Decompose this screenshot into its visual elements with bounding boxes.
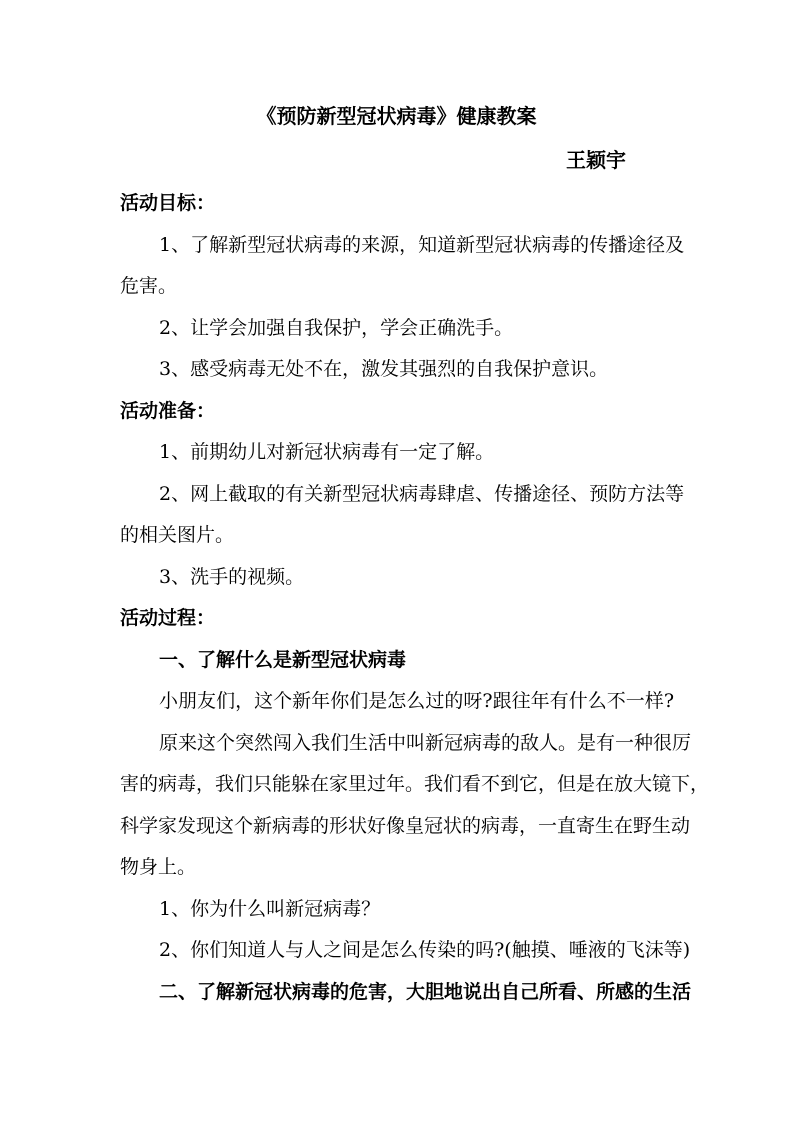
- process-paragraph-2-line-4: 物身上。: [120, 856, 197, 878]
- process-question-1: 1、你为什么叫新冠病毒？: [159, 898, 381, 920]
- preparation-item-3: 3、洗手的视频。: [159, 566, 305, 588]
- process-paragraph-2-line-2: 害的病毒，我们只能躲在家里过年。我们看不到它，但是在放大镜下，: [120, 773, 710, 795]
- document-title: 《预防新型冠状病毒》健康教案: [256, 104, 537, 128]
- document-author: 王颖宇: [566, 148, 626, 172]
- process-part-2-heading: 二、了解新冠状病毒的危害，大胆地说出自己所看、所感的生活: [159, 981, 692, 1003]
- process-paragraph-2-line-1: 原来这个突然闯入我们生活中叫新冠病毒的敌人。是有一种很厉: [159, 732, 692, 754]
- goals-item-3: 3、感受病毒无处不在，激发其强烈的自我保护意识。: [159, 358, 609, 380]
- preparation-item-1: 1、前期幼儿对新冠状病毒有一定了解。: [159, 441, 495, 463]
- process-paragraph-1: 小朋友们，这个新年你们是怎么过的呀?跟往年有什么不一样?: [159, 690, 674, 712]
- process-question-2: 2、你们知道人与人之间是怎么传染的吗?(触摸、唾液的飞沫等): [159, 939, 691, 961]
- preparation-heading: 活动准备：: [120, 400, 216, 422]
- goals-item-1-line-1: 1、了解新型冠状病毒的来源，知道新型冠状病毒的传播途径及: [159, 234, 685, 256]
- preparation-item-2-line-1: 2、网上截取的有关新型冠状病毒肆虐、传播途径、预防方法等: [159, 483, 685, 505]
- goals-heading: 活动目标：: [120, 192, 216, 214]
- process-heading: 活动过程：: [120, 607, 216, 629]
- preparation-item-2-line-2: 的相关图片。: [120, 524, 235, 546]
- process-part-1-heading: 一、了解什么是新型冠状病毒: [159, 649, 407, 671]
- goals-item-2: 2、让学会加强自我保护，学会正确洗手。: [159, 317, 514, 339]
- process-paragraph-2-line-3: 科学家发现这个新病毒的形状好像皇冠状的病毒，一直寄生在野生动: [120, 815, 691, 837]
- goals-item-1-line-2: 危害。: [120, 275, 178, 297]
